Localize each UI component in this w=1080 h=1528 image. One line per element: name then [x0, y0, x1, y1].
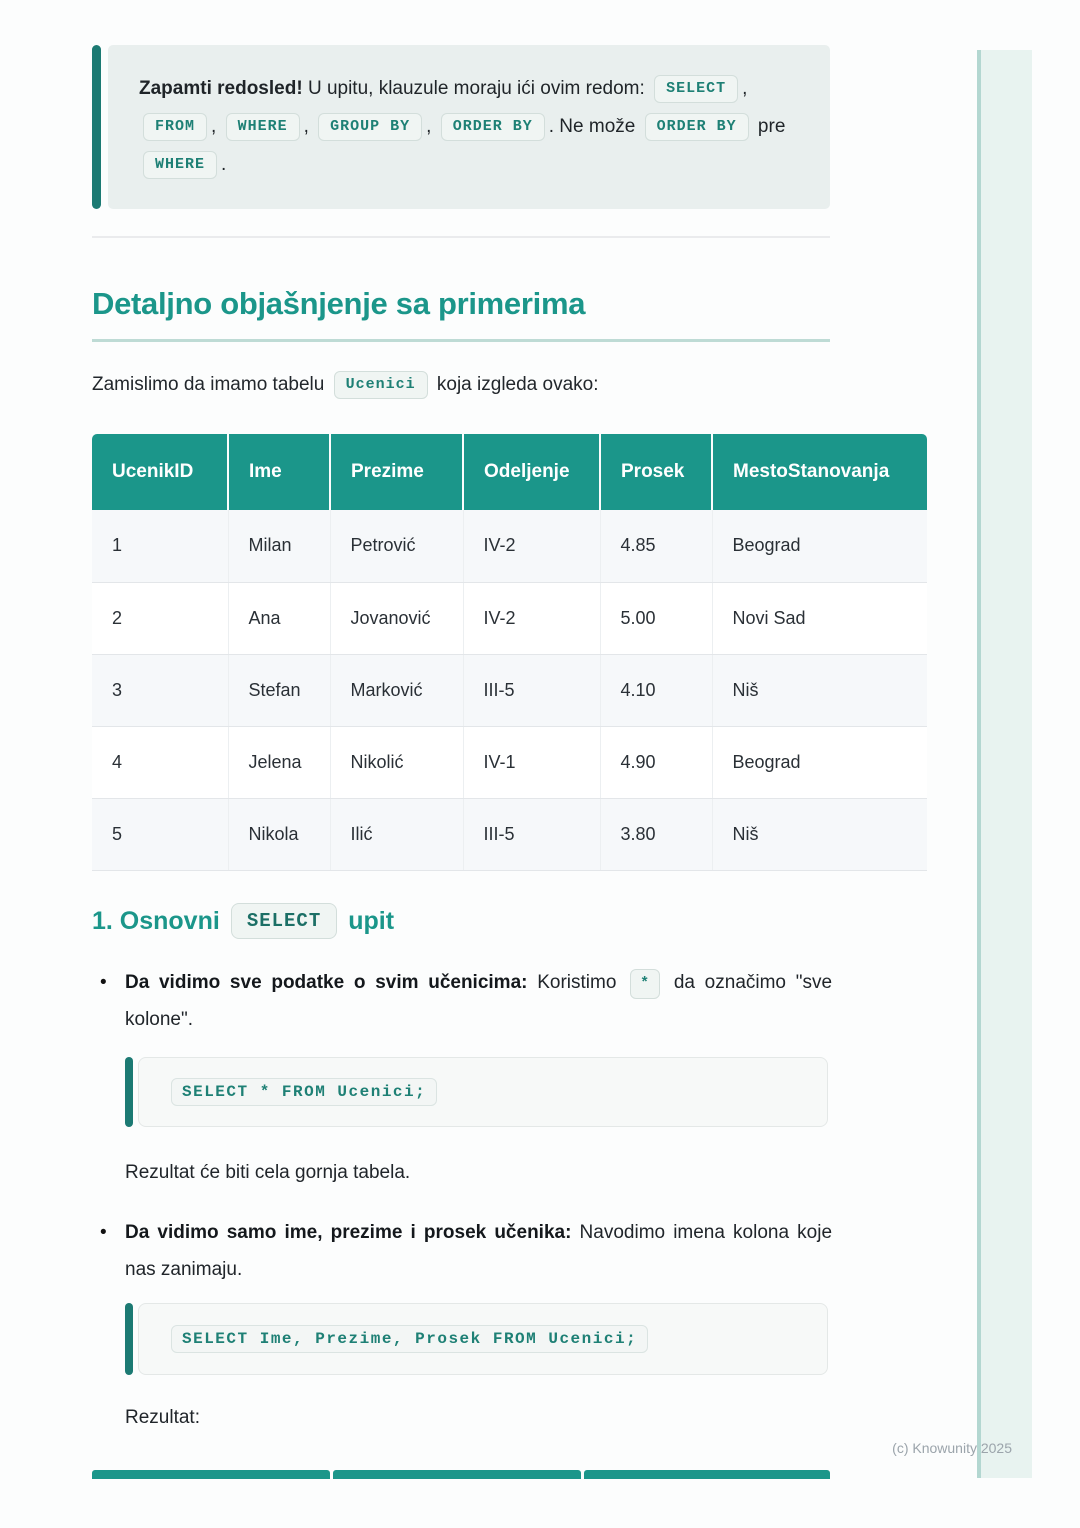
callout-accent-bar — [92, 45, 101, 209]
page-side-strip — [977, 50, 1032, 1478]
cell-ime: Jelena — [228, 726, 330, 798]
sql-keyword-chip: WHERE — [143, 151, 217, 179]
bullet-dot-icon: • — [100, 1222, 107, 1243]
bullet-2-rest: Navodimo imena kolona koje nas zanimaju. — [125, 1222, 833, 1280]
intro-before: Zamislimo da imamo tabelu — [92, 374, 325, 395]
cell-mesto: Beograd — [712, 510, 927, 582]
col-header-prosek: Prosek — [600, 434, 712, 510]
callout-sentence2-mid: pre — [757, 116, 786, 137]
code-block-1-body — [138, 1057, 828, 1127]
cell-mesto: Novi Sad — [712, 582, 927, 654]
sql-keyword-chip: WHERE — [226, 113, 300, 141]
callout-lead-rest: U upitu, klauzule moraju ići ovim redom: — [307, 78, 645, 99]
cell-ucenikid: 2 — [92, 582, 228, 654]
intro-after: koja izgleda ovako: — [436, 374, 599, 395]
cell-prosek: 4.85 — [600, 510, 712, 582]
col-header-ucenikid: UcenikID — [92, 434, 228, 510]
bullet-item-1 — [100, 964, 832, 1038]
callout-text — [108, 45, 830, 209]
cell-prezime: Nikolić — [330, 726, 463, 798]
punctuation: . — [221, 154, 227, 175]
cell-ucenikid: 3 — [92, 654, 228, 726]
cell-ucenikid: 5 — [92, 798, 228, 870]
page-title: Detaljno objašnjenje sa primerima — [92, 286, 830, 342]
cell-prosek: 3.80 — [600, 798, 712, 870]
next-table-header-sliver — [92, 1470, 830, 1479]
next-table-col-2 — [333, 1470, 581, 1479]
section-1-heading — [92, 903, 394, 939]
table-body — [92, 510, 927, 870]
code-block-1 — [125, 1057, 828, 1127]
bullet-1-bold: Da vidimo sve podatke o svim učenicima: — [125, 972, 528, 993]
cell-prezime: Jovanović — [330, 582, 463, 654]
sql-keyword-chip: ORDER BY — [645, 113, 749, 141]
col-header-prezime: Prezime — [330, 434, 463, 510]
cell-mesto: Niš — [712, 654, 927, 726]
sql-keyword-chip: SELECT — [231, 903, 337, 939]
bullet-dot-icon: • — [100, 972, 107, 993]
sql-keyword-chip: SELECT — [654, 75, 738, 103]
cell-ime: Nikola — [228, 798, 330, 870]
copyright-note: (c) Knowunity 2025 — [892, 1440, 1012, 1456]
code-accent-bar — [125, 1057, 133, 1127]
bullet-2-text — [125, 1214, 832, 1288]
table-row — [92, 798, 927, 870]
table-row — [92, 582, 927, 654]
code-block-2-body — [138, 1303, 828, 1375]
cell-odeljenje: IV-1 — [463, 726, 600, 798]
section-divider — [92, 236, 830, 238]
table-row — [92, 726, 927, 798]
sql-keyword-chip: ORDER BY — [441, 113, 545, 141]
cell-mesto: Niš — [712, 798, 927, 870]
callout-lead-bold: Zapamti redosled! — [139, 78, 303, 99]
intro-paragraph — [92, 370, 852, 400]
punctuation: , — [742, 78, 748, 99]
ucenici-table — [92, 434, 927, 871]
cell-mesto: Beograd — [712, 726, 927, 798]
col-header-mesto: MestoStanovanja — [712, 434, 927, 510]
cell-prezime: Petrović — [330, 510, 463, 582]
remember-callout — [92, 45, 830, 209]
result-1-text: Rezultat će biti cela gornja tabela. — [125, 1162, 411, 1183]
cell-odeljenje: III-5 — [463, 798, 600, 870]
table-name-chip: Ucenici — [334, 371, 428, 399]
next-table-col-1 — [92, 1470, 330, 1479]
result-2-label: Rezultat: — [125, 1407, 200, 1428]
bullet-2-bold: Da vidimo samo ime, prezime i prosek učenika: — [125, 1222, 572, 1243]
bullet-1-before-chip: Koristimo — [537, 972, 617, 993]
cell-prezime: Marković — [330, 654, 463, 726]
sql-keyword-chip: GROUP BY — [318, 113, 422, 141]
cell-odeljenje: IV-2 — [463, 582, 600, 654]
cell-ucenikid: 1 — [92, 510, 228, 582]
punctuation: , — [426, 116, 432, 137]
cell-odeljenje: IV-2 — [463, 510, 600, 582]
sql-keyword-chip: FROM — [143, 113, 207, 141]
bullet-item-2 — [100, 1214, 832, 1288]
punctuation: , — [211, 116, 217, 137]
code-accent-bar — [125, 1303, 133, 1375]
cell-ucenikid: 4 — [92, 726, 228, 798]
sql-statement: SELECT Ime, Prezime, Prosek FROM Ucenici; — [171, 1325, 648, 1353]
table-row — [92, 654, 927, 726]
bullet-1-after-chip: da označimo "sve kolone". — [125, 972, 833, 1030]
table-row — [92, 510, 927, 582]
section-1-tail: upit — [348, 906, 395, 935]
callout-sentence2: . Ne može — [548, 116, 636, 137]
cell-ime: Ana — [228, 582, 330, 654]
cell-prosek: 4.90 — [600, 726, 712, 798]
next-table-col-3 — [584, 1470, 830, 1479]
table-header — [92, 434, 927, 510]
bullet-1-text — [125, 964, 832, 1038]
cell-odeljenje: III-5 — [463, 654, 600, 726]
asterisk-chip: * — [630, 969, 660, 999]
sql-statement: SELECT * FROM Ucenici; — [171, 1078, 437, 1106]
cell-ime: Stefan — [228, 654, 330, 726]
cell-ime: Milan — [228, 510, 330, 582]
punctuation: , — [303, 116, 309, 137]
ucenici-table-wrapper — [92, 434, 927, 871]
code-block-2 — [125, 1303, 828, 1375]
cell-prezime: Ilić — [330, 798, 463, 870]
col-header-odeljenje: Odeljenje — [463, 434, 600, 510]
col-header-ime: Ime — [228, 434, 330, 510]
cell-prosek: 4.10 — [600, 654, 712, 726]
section-1-number: 1. Osnovni — [92, 906, 220, 935]
cell-prosek: 5.00 — [600, 582, 712, 654]
